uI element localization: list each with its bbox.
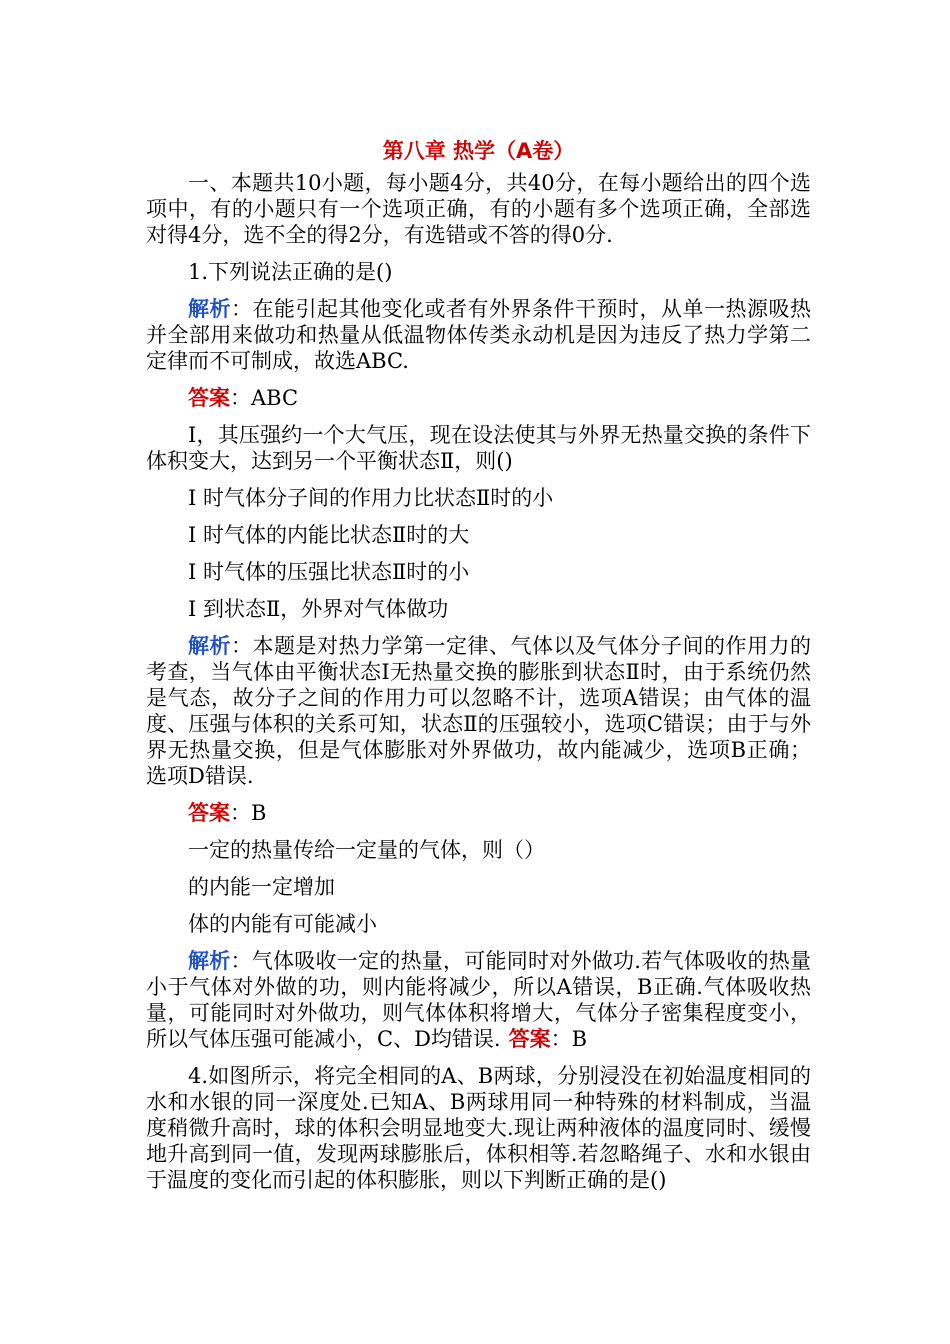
question-2-answer: [146, 800, 811, 826]
answer-label: 答案: [508, 1027, 551, 1051]
question-3-stem: 一定的热量传给一定量的气体，则（）: [188, 838, 545, 862]
analysis-label: 解析: [188, 297, 231, 321]
answer-label: 答案: [188, 386, 230, 410]
analysis-text: ：气体吸收一定的热量，可能同时对外做功.若气体吸收的热量小于气体对外做的功，则内能将减少，所以A错误，B正确.气体吸收热量，可能同时对外做功，则气体体积将增大，气体分子密集程度变小，所以气体压强可能减小，C、D均错误.: [146, 949, 811, 1051]
analysis-label: 解析: [188, 949, 231, 973]
document-page: [146, 130, 811, 1204]
question-1-answer: [146, 385, 811, 411]
question-2-option: Ⅰ 到状态Ⅱ，外界对气体做功: [188, 597, 449, 621]
question-3-analysis: [146, 948, 811, 1052]
question-3-option: 的内能一定增加: [188, 875, 335, 899]
analysis-text: ：本题是对热力学第一定律、气体以及气体分子间的作用力的考查，当气体由平衡状态Ⅰ无热量交换的膨胀到状态Ⅱ时，由于系统仍然是气态，故分子之间的作用力可以忽略不计，选项A错误；由气体的温度、压强与体积的关系可知，状态Ⅱ的压强较小，选项C错误；由于与外界无热量交换，但是气体膨胀对外界做功，故内能减少，选项B正确；选项D错误.: [146, 634, 811, 788]
analysis-label: 解析: [188, 634, 231, 658]
question-2-option: Ⅰ 时气体分子间的作用力比状态Ⅱ时的小: [188, 486, 554, 510]
question-2-stem: Ⅰ，其压强约一个大气压，现在设法使其与外界无热量交换的条件下体积变大，达到另一个平衡状态Ⅱ，则(): [146, 423, 811, 473]
question-1-stem: 1.下列说法正确的是(): [188, 260, 393, 284]
question-3-option: 体的内能有可能减小: [188, 912, 377, 936]
section-instructions: 一、本题共10小题，每小题4分，共40分，在每小题给出的四个选项中，有的小题只有一个选项正确，有的小题有多个选项正确，全部选对得4分，选不全的得2分，有选错或不答的得0分.: [146, 171, 811, 247]
answer-text: ：B: [230, 801, 267, 825]
question-2-analysis: [146, 633, 811, 789]
answer-text: ：B: [550, 1027, 588, 1051]
question-1-analysis: [146, 296, 811, 374]
answer-text: ：ABC: [230, 386, 299, 410]
question-2-option: Ⅰ 时气体的内能比状态Ⅱ时的大: [188, 523, 470, 547]
question-2-option: Ⅰ 时气体的压强比状态Ⅱ时的小: [188, 560, 470, 584]
answer-label: 答案: [188, 801, 230, 825]
page-title: 第八章 热学（A卷）: [382, 139, 575, 163]
analysis-text: ：在能引起其他变化或者有外界条件干预时，从单一热源吸热并全部用来做功和热量从低温物体传类永动机是因为违反了热力学第二定律而不可制成，故选ABC.: [146, 297, 811, 373]
question-4-stem: 4.如图所示，将完全相同的A、B两球，分别浸没在初始温度相同的水和水银的同一深度处.已知A、B两球用同一种特殊的材料制成，当温度稍微升高时，球的体积会明显地变大.现让两种液体的温度同时、缓慢地升高到同一值，发现两球膨胀后，体积相等.若忽略绳子、水和水银由于温度的变化而引起的体积膨胀，则以下判断正确的是(): [146, 1064, 811, 1192]
